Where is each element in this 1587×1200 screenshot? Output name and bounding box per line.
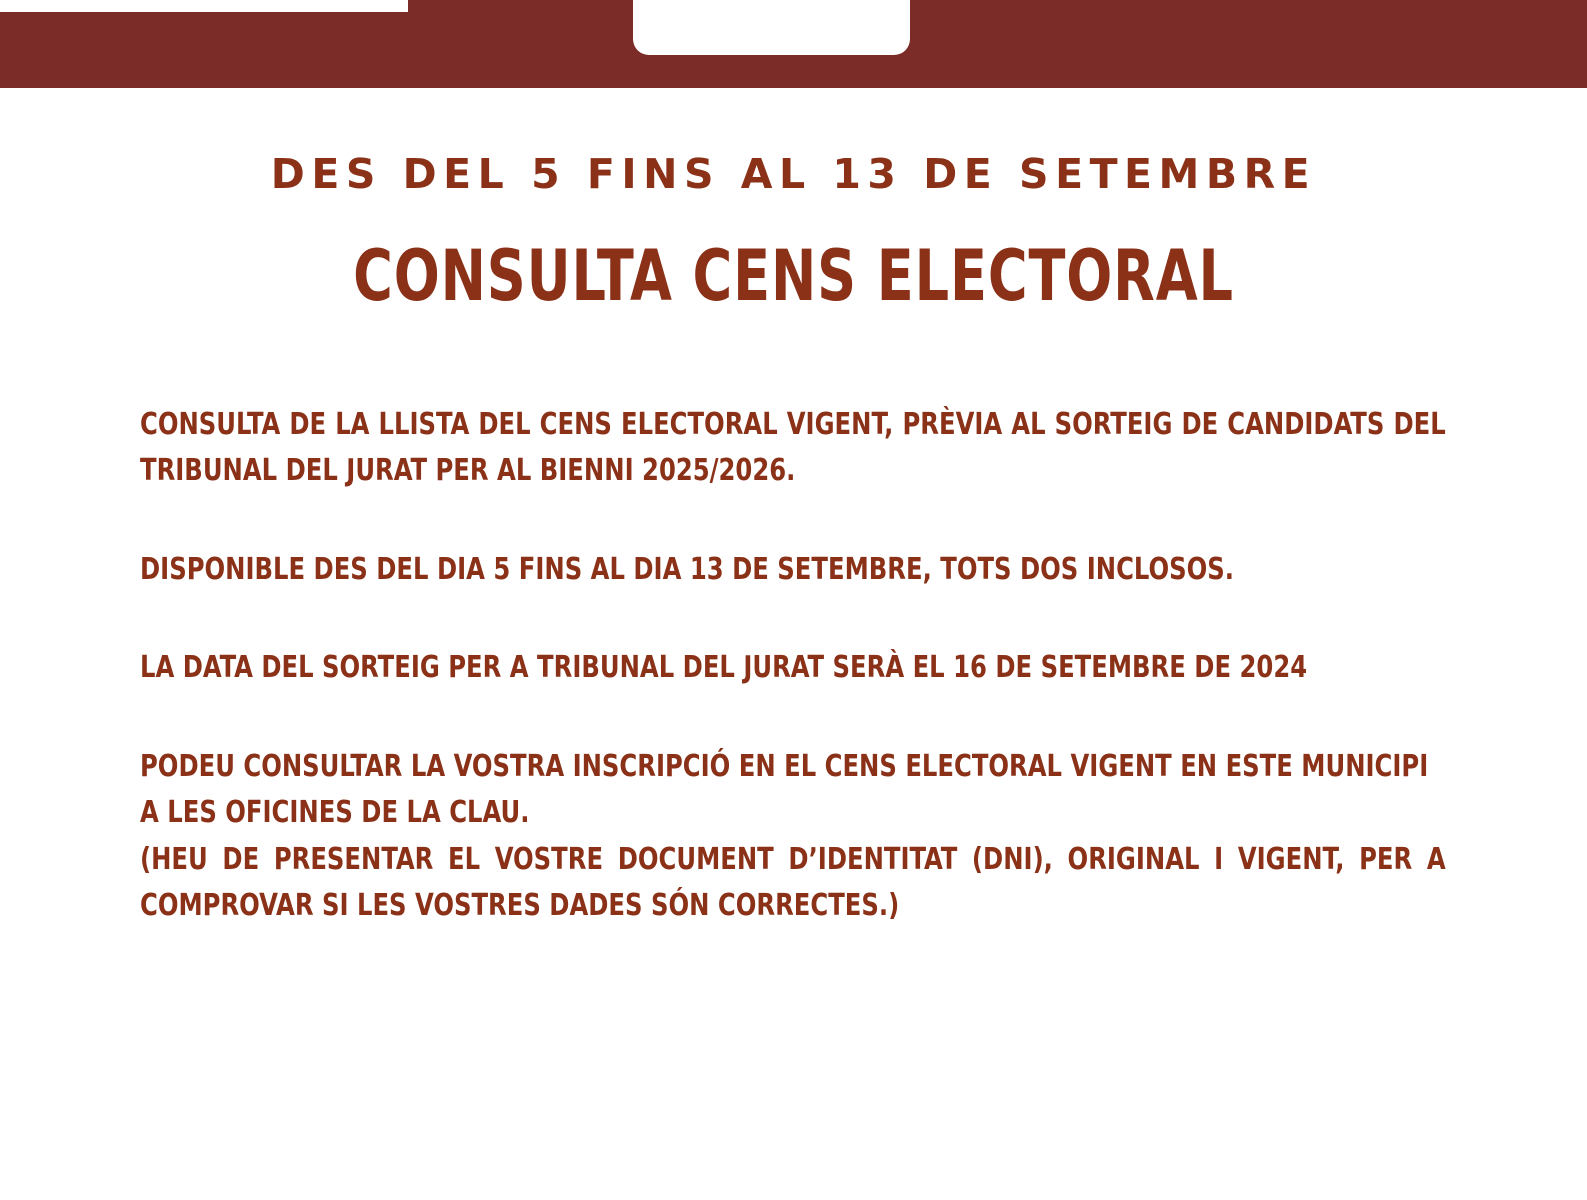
paragraph-oficines: PODEU CONSULTAR LA VOSTRA INSCRIPCIÓ EN EL CENS ELECTORAL VIGENT EN ESTE MUNICIPI A LES OFICINES DE LA CLAU. — [140, 748, 1429, 830]
paragraph-dni: (HEU DE PRESENTAR EL VOSTRE DOCUMENT D’IDENTITAT (DNI), ORIGINAL I VIGENT, PER A COMPROVAR SI LES VOSTRES DADES SÓN CORRECTES.) — [140, 841, 1446, 923]
paragraph-consulta: CONSULTA DE LA LLISTA DEL CENS ELECTORAL VIGENT, PRÈVIA AL SORTEIG DE CANDIDATS DEL TRIBUNAL DEL JURAT PER AL BIENNI 2025/2026. — [140, 406, 1446, 488]
paragraph-data-sorteig: LA DATA DEL SORTEIG PER A TRIBUNAL DEL JURAT SERÀ EL 16 DE SETEMBRE DE 2024 — [140, 650, 1308, 685]
poster-text-block — [140, 402, 1447, 930]
top-banner — [0, 0, 1587, 88]
poster-body — [0, 150, 1587, 930]
poster-kicker: DES DEL 5 FINS AL 13 DE SETEMBRE — [270, 150, 1317, 198]
paragraph-disponible: DISPONIBLE DES DEL DIA 5 FINS AL DIA 13 DE SETEMBRE, TOTS DOS INCLOSOS. — [140, 551, 1234, 587]
page-title: CONSULTA CENS ELECTORAL — [353, 235, 1234, 317]
banner-left-notch — [0, 0, 408, 12]
banner-center-tab — [633, 0, 910, 55]
